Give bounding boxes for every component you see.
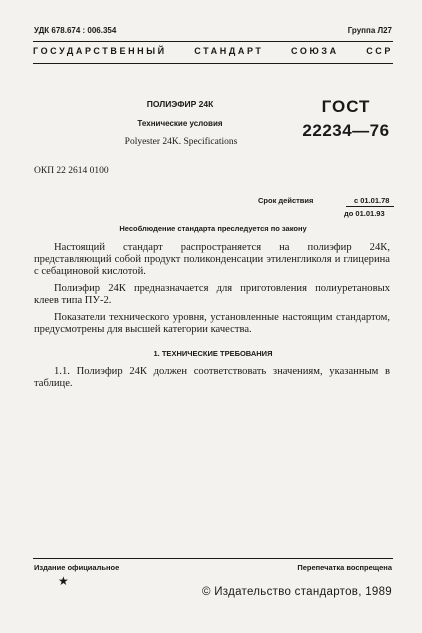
official-edition: Издание официальное: [34, 563, 120, 572]
star-icon: ★: [58, 574, 69, 588]
violation-notice: Несоблюдение стандарта преследуется по закону: [119, 224, 307, 233]
clause-1-1: [34, 366, 390, 390]
publisher-copyright: © Издательство стандартов, 1989: [201, 586, 392, 598]
standard-subtitle: Технические условия: [137, 119, 223, 128]
banner-word-3: СОЮЗА: [291, 46, 339, 56]
validity-divider: [346, 206, 394, 207]
paragraph-purpose: [34, 283, 390, 307]
state-standard-banner: [33, 46, 393, 56]
banner-word-1: ГОСУДАРСТВЕННЫЙ: [33, 46, 167, 56]
paragraph-text: Настоящий стандарт распространяется на полиэфир 24К, представляющий собой продукт поликонденсации этиленгликоля и глицерина с себациновой кислотой.: [34, 242, 390, 278]
header-bottom-rule: [33, 63, 393, 64]
footer-rule: [33, 558, 393, 559]
gost-label: ГОСТ: [321, 97, 371, 116]
paragraph-text: Показатели технического уровня, установленные настоящим стандартом, предусмотрены для высшей категории качества.: [34, 312, 390, 336]
paragraph-quality: [34, 312, 390, 336]
okp-code: ОКП 22 2614 0100: [34, 166, 109, 176]
standard-name: ПОЛИЭФИР 24К: [146, 99, 214, 109]
reprint-prohibited: Перепечатка воспрещена: [297, 563, 392, 572]
udk-code: УДК 678.674 : 006.354: [34, 26, 117, 35]
validity-from: с 01.01.78: [354, 196, 390, 205]
group-code: Группа Л27: [347, 26, 392, 35]
banner-word-2: СТАНДАРТ: [194, 46, 264, 56]
standard-name-english: Polyester 24K. Specifications: [124, 137, 238, 147]
paragraph-scope: [34, 242, 390, 279]
clause-text: 1.1. Полиэфир 24К должен соответствовать значениям, указанным в таблице.: [34, 366, 390, 390]
validity-to: до 01.01.93: [344, 209, 385, 218]
validity-label: Срок действия: [258, 196, 314, 205]
paragraph-text: Полиэфир 24К предназначается для приготовления полиуретановых клеев типа ПУ-2.: [34, 283, 390, 307]
header-top-rule: [33, 41, 393, 42]
gost-number: 22234—76: [302, 121, 390, 140]
section-title: 1. ТЕХНИЧЕСКИЕ ТРЕБОВАНИЯ: [153, 349, 273, 358]
banner-word-4: ССР: [366, 46, 393, 56]
